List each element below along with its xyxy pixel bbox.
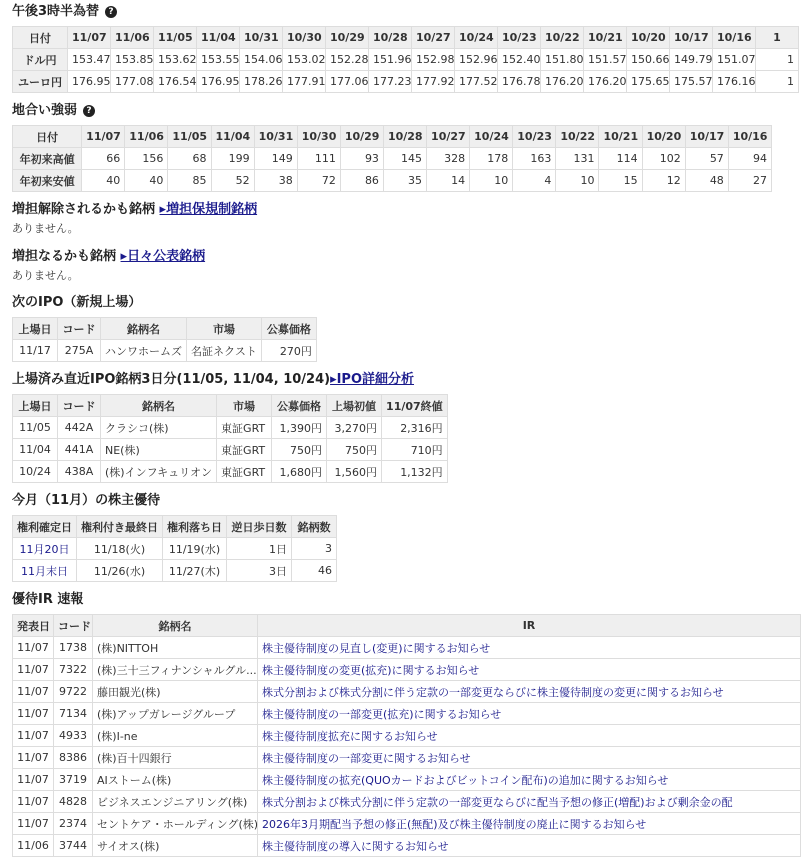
value-cell: 177.08: [111, 71, 154, 93]
ir-title: 優待IR 速報: [12, 592, 84, 607]
value-cell: 176.95: [197, 71, 240, 93]
row-cell: 11/17: [13, 340, 58, 362]
value-cell: 150.66: [627, 49, 670, 71]
row-cell: 4828: [54, 791, 93, 813]
date-column-header: 10/23: [498, 27, 541, 49]
date-column-header: 10/30: [297, 126, 340, 148]
date-column-header: 10/22: [556, 126, 599, 148]
row-cell: NE(株): [101, 439, 217, 461]
value-cell: 85: [168, 170, 211, 192]
row-cell: 名証ネクスト: [187, 340, 262, 362]
row-cell: 東証GRT: [217, 417, 272, 439]
value-cell: 151.57: [584, 49, 627, 71]
row-cell: 11/26(水): [77, 560, 163, 582]
value-cell: 57: [685, 148, 728, 170]
table-row: [13, 538, 337, 560]
value-cell: 156: [125, 148, 168, 170]
row-link-cell[interactable]: 株主優待制度の一部変更に関するお知らせ: [258, 747, 801, 769]
next-ipo-table: [12, 317, 317, 362]
value-cell: 176.20: [541, 71, 584, 93]
column-header: 権利落ち日: [163, 516, 227, 538]
column-header: 公募価格: [272, 395, 327, 417]
value-cell: 94: [728, 148, 771, 170]
table-row: [13, 791, 801, 813]
table-row: [13, 170, 772, 192]
main-content: [12, 0, 794, 857]
column-header: 11/07終値: [382, 395, 448, 417]
date-column-header: 10/16: [728, 126, 771, 148]
value-cell: 177.91: [283, 71, 326, 93]
value-cell: 151.80: [541, 49, 584, 71]
value-cell: 176.16: [713, 71, 756, 93]
yutai-title: 今月（11月）の株主優待: [12, 493, 161, 508]
row-cell: 1,560円: [327, 461, 382, 483]
value-cell: 176.95: [68, 71, 111, 93]
value-cell: 111: [297, 148, 340, 170]
row-cell: 11/06: [13, 835, 54, 857]
row-cell: 11/04: [13, 439, 58, 461]
row-cell: 46: [292, 560, 337, 582]
row-cell: (株)NITTOH: [93, 637, 258, 659]
fx-section-title: [12, 2, 763, 22]
table-row: [13, 148, 772, 170]
row-cell: 10/24: [13, 461, 58, 483]
row-cell: 11/07: [13, 703, 54, 725]
column-header: 銘柄数: [292, 516, 337, 538]
fx-title: 午後3時半為替: [12, 4, 100, 19]
row-link-cell[interactable]: 11月末日: [13, 560, 77, 582]
table-row: [13, 659, 801, 681]
table-row: [13, 725, 801, 747]
row-cell: 東証GRT: [217, 461, 272, 483]
value-cell: 66: [82, 148, 125, 170]
row-cell: (株)アップガレージグループ: [93, 703, 258, 725]
table-header-row: [13, 27, 799, 49]
value-cell: 153.55: [197, 49, 240, 71]
row-cell: ハンワホームズ: [101, 340, 187, 362]
date-column-header: 11/04: [211, 126, 254, 148]
table-row: [13, 439, 448, 461]
column-header: 市場: [217, 395, 272, 417]
value-cell: 151.07: [713, 49, 756, 71]
column-header: 上場日: [13, 395, 58, 417]
date-column-header: 10/31: [254, 126, 297, 148]
value-cell: 1: [756, 71, 799, 93]
table-row: [13, 49, 799, 71]
row-cell: 1日: [227, 538, 292, 560]
value-cell: 152.40: [498, 49, 541, 71]
breadth-table: [12, 125, 772, 192]
row-label: ユーロ円: [13, 71, 68, 93]
value-cell: 176.78: [498, 71, 541, 93]
row-cell: AIストーム(株): [93, 769, 258, 791]
margin-release-title: 増担解除されるかも銘柄: [12, 202, 156, 217]
value-cell: 178: [470, 148, 513, 170]
row-cell: 3,270円: [327, 417, 382, 439]
column-header: 上場日: [13, 318, 58, 340]
row-cell: 8386: [54, 747, 93, 769]
date-column-header: 10/31: [240, 27, 283, 49]
row-cell: 11/07: [13, 681, 54, 703]
date-column-header: 10/27: [412, 27, 455, 49]
table-header-row: [13, 516, 337, 538]
margin-regulation-link[interactable]: ▸増担保規制銘柄: [159, 202, 258, 217]
table-row: [13, 461, 448, 483]
date-column-header: 10/30: [283, 27, 326, 49]
row-cell: 750円: [327, 439, 382, 461]
value-cell: 40: [125, 170, 168, 192]
value-cell: 199: [211, 148, 254, 170]
row-cell: 3日: [227, 560, 292, 582]
ipo-analysis-link[interactable]: ▸IPO詳細分析: [330, 372, 415, 387]
row-link-cell[interactable]: 株主優待制度の一部変更(拡充)に関するお知らせ: [258, 703, 801, 725]
row-link-cell[interactable]: 株主優待制度の変更(拡充)に関するお知らせ: [258, 659, 801, 681]
column-header: 公募価格: [261, 318, 316, 340]
date-column-header: 10/24: [455, 27, 498, 49]
value-cell: 114: [599, 148, 642, 170]
column-header: 権利付き最終日: [77, 516, 163, 538]
table-row: [13, 835, 801, 857]
date-column-header: 10/28: [383, 126, 426, 148]
table-header-row: [13, 318, 317, 340]
date-column-header: 10/16: [713, 27, 756, 49]
value-cell: 1: [756, 49, 799, 71]
help-icon[interactable]: ?: [83, 105, 95, 117]
breadth-title: 地合い強弱: [12, 103, 78, 118]
value-cell: 152.28: [326, 49, 369, 71]
row-cell: 2,316円: [382, 417, 448, 439]
row-cell: 11/07: [13, 791, 54, 813]
column-header: 逆日歩日数: [227, 516, 292, 538]
value-cell: 175.57: [670, 71, 713, 93]
row-cell: 438A: [58, 461, 101, 483]
value-cell: 154.06: [240, 49, 283, 71]
value-cell: 152.96: [455, 49, 498, 71]
help-icon[interactable]: ?: [105, 6, 117, 18]
value-cell: 178.26: [240, 71, 283, 93]
row-cell: 11/07: [13, 659, 54, 681]
value-cell: 177.23: [369, 71, 412, 93]
value-cell: 149: [254, 148, 297, 170]
value-cell: 72: [297, 170, 340, 192]
next-ipo-title: 次のIPO（新規上場）: [12, 295, 142, 310]
row-cell: 藤田観光(株): [93, 681, 258, 703]
row-link-cell[interactable]: 株主優待制度拡充に関するお知らせ: [258, 725, 801, 747]
column-header: 銘柄名: [101, 318, 187, 340]
row-link-cell[interactable]: 株主優待制度の見直し(変更)に関するお知らせ: [258, 637, 801, 659]
row-cell: セントケア・ホールディング(株): [93, 813, 258, 835]
column-header: コード: [58, 318, 101, 340]
recent-ipo-table: [12, 394, 448, 483]
row-cell: (株)百十四銀行: [93, 747, 258, 769]
row-cell: 11/07: [13, 747, 54, 769]
table-row: [13, 340, 317, 362]
row-label: ドル円: [13, 49, 68, 71]
row-cell: 1738: [54, 637, 93, 659]
value-cell: 4: [513, 170, 556, 192]
row-cell: 275A: [58, 340, 101, 362]
row-cell: 3744: [54, 835, 93, 857]
column-header: 市場: [187, 318, 262, 340]
value-cell: 38: [254, 170, 297, 192]
recent-ipo-title-row: [12, 370, 763, 390]
value-cell: 131: [556, 148, 599, 170]
value-cell: 10: [556, 170, 599, 192]
value-cell: 35: [383, 170, 426, 192]
value-cell: 328: [427, 148, 470, 170]
row-cell: 11/27(木): [163, 560, 227, 582]
row-cell: 11/05: [13, 417, 58, 439]
value-cell: 102: [642, 148, 685, 170]
row-label: 年初来安値: [13, 170, 82, 192]
column-header: コード: [58, 395, 101, 417]
row-label: 年初来高値: [13, 148, 82, 170]
date-column-header: 10/21: [584, 27, 627, 49]
value-cell: 14: [427, 170, 470, 192]
value-cell: 152.98: [412, 49, 455, 71]
value-cell: 93: [340, 148, 383, 170]
row-cell: 11/07: [13, 637, 54, 659]
row-cell: 1,132円: [382, 461, 448, 483]
column-header: IR: [258, 615, 801, 637]
row-cell: 441A: [58, 439, 101, 461]
row-cell: 3: [292, 538, 337, 560]
row-cell: 4933: [54, 725, 93, 747]
row-cell: 442A: [58, 417, 101, 439]
row-cell: 7322: [54, 659, 93, 681]
recent-ipo-title: 上場済み直近IPO銘柄3日分(11/05, 11/04, 10/24): [12, 372, 331, 387]
value-cell: 15: [599, 170, 642, 192]
value-cell: 27: [728, 170, 771, 192]
table-row: [13, 637, 801, 659]
date-column-header: 10/29: [326, 27, 369, 49]
date-column-header: 11/05: [154, 27, 197, 49]
value-cell: 151.96: [369, 49, 412, 71]
row-cell: (株)三十三フィナンシャルグル...: [93, 659, 258, 681]
table-row: [13, 747, 801, 769]
row-cell: 11/07: [13, 725, 54, 747]
row-cell: 11/07: [13, 813, 54, 835]
date-column-header: 10/22: [541, 27, 584, 49]
date-column-header: 10/21: [599, 126, 642, 148]
row-cell: 1,390円: [272, 417, 327, 439]
date-column-header: 11/05: [168, 126, 211, 148]
table-row: [13, 769, 801, 791]
date-column-header: 11/06: [125, 126, 168, 148]
row-cell: ビジネスエンジニアリング(株): [93, 791, 258, 813]
date-column-header: 10/20: [642, 126, 685, 148]
table-row: [13, 560, 337, 582]
date-column-header: 11/06: [111, 27, 154, 49]
date-column-header: 10/17: [670, 27, 713, 49]
yutai-table: [12, 515, 337, 582]
row-cell: 7134: [54, 703, 93, 725]
row-cell: 東証GRT: [217, 439, 272, 461]
date-column-header: 10/28: [369, 27, 412, 49]
row-cell: 1,680円: [272, 461, 327, 483]
value-cell: 163: [513, 148, 556, 170]
date-column-header: 10/23: [513, 126, 556, 148]
row-cell: 270円: [261, 340, 316, 362]
row-cell: 710円: [382, 439, 448, 461]
value-cell: 149.79: [670, 49, 713, 71]
row-cell: 11/19(水): [163, 538, 227, 560]
value-cell: 153.85: [111, 49, 154, 71]
row-cell: 11/07: [13, 769, 54, 791]
column-header: 上場初値: [327, 395, 382, 417]
margin-release-title-row: [12, 200, 763, 220]
date-column-header: 10/24: [470, 126, 513, 148]
table-row: [13, 813, 801, 835]
value-cell: 12: [642, 170, 685, 192]
row-cell: (株)I-ne: [93, 725, 258, 747]
row-link-cell[interactable]: 株主優待制度の導入に関するお知らせ: [258, 835, 801, 857]
column-header: コード: [54, 615, 93, 637]
value-cell: 175.65: [627, 71, 670, 93]
daily-disclosure-link[interactable]: ▸日々公表銘柄: [120, 249, 206, 264]
row-cell: (株)インフキュリオン: [101, 461, 217, 483]
date-column-header: 11/04: [197, 27, 240, 49]
table-row: [13, 417, 448, 439]
row-link-cell[interactable]: 株式分割および株式分割に伴う定款の一部変更ならびに株主優待制度の変更に関するお知らせ: [258, 681, 801, 703]
date-column-header: 10/17: [685, 126, 728, 148]
row-cell: 9722: [54, 681, 93, 703]
table-header-row: [13, 615, 801, 637]
date-column-header: 11/07: [68, 27, 111, 49]
value-cell: 68: [168, 148, 211, 170]
table-row: [13, 71, 799, 93]
row-link-cell[interactable]: 2026年3月期配当予想の修正(無配)及び株主優待制度の廃止に関するお知らせ: [258, 813, 801, 835]
date-header-cell: 日付: [13, 27, 68, 49]
table-row: [13, 703, 801, 725]
breadth-section-title: [12, 101, 763, 121]
row-cell: サイオス(株): [93, 835, 258, 857]
column-header: 発表日: [13, 615, 54, 637]
row-link-cell[interactable]: 株式分割および株式分割に伴う定款の一部変更ならびに配当予想の修正(増配)および剰余金の配: [258, 791, 801, 813]
margin-release-empty-text: ありません。: [12, 222, 79, 235]
table-header-row: [13, 126, 772, 148]
value-cell: 153.47: [68, 49, 111, 71]
value-cell: 176.20: [584, 71, 627, 93]
value-cell: 48: [685, 170, 728, 192]
margin-add-title-row: [12, 247, 763, 267]
row-cell: 2374: [54, 813, 93, 835]
column-header: 銘柄名: [93, 615, 258, 637]
date-column-header: 1: [756, 27, 799, 49]
ir-table: [12, 614, 801, 857]
column-header: 銘柄名: [101, 395, 217, 417]
date-column-header: 11/07: [82, 126, 125, 148]
column-header: 権利確定日: [13, 516, 77, 538]
value-cell: 153.02: [283, 49, 326, 71]
row-link-cell[interactable]: 11月20日: [13, 538, 77, 560]
value-cell: 177.06: [326, 71, 369, 93]
margin-add-title: 増担なるかも銘柄: [12, 249, 117, 264]
row-cell: 750円: [272, 439, 327, 461]
row-link-cell[interactable]: 株主優待制度の拡充(QUOカードおよびビットコイン配布)の追加に関するお知らせ: [258, 769, 801, 791]
row-cell: 3719: [54, 769, 93, 791]
table-row: [13, 681, 801, 703]
date-column-header: 10/29: [340, 126, 383, 148]
value-cell: 177.92: [412, 71, 455, 93]
date-column-header: 10/20: [627, 27, 670, 49]
row-cell: クラシコ(株): [101, 417, 217, 439]
row-cell: 11/18(火): [77, 538, 163, 560]
fx-table: [12, 26, 799, 93]
margin-add-empty-text: ありません。: [12, 269, 79, 282]
value-cell: 86: [340, 170, 383, 192]
date-column-header: 10/27: [427, 126, 470, 148]
value-cell: 153.62: [154, 49, 197, 71]
date-header-cell: 日付: [13, 126, 82, 148]
value-cell: 52: [211, 170, 254, 192]
value-cell: 177.52: [455, 71, 498, 93]
value-cell: 40: [82, 170, 125, 192]
value-cell: 10: [470, 170, 513, 192]
value-cell: 145: [383, 148, 426, 170]
value-cell: 176.54: [154, 71, 197, 93]
table-header-row: [13, 395, 448, 417]
